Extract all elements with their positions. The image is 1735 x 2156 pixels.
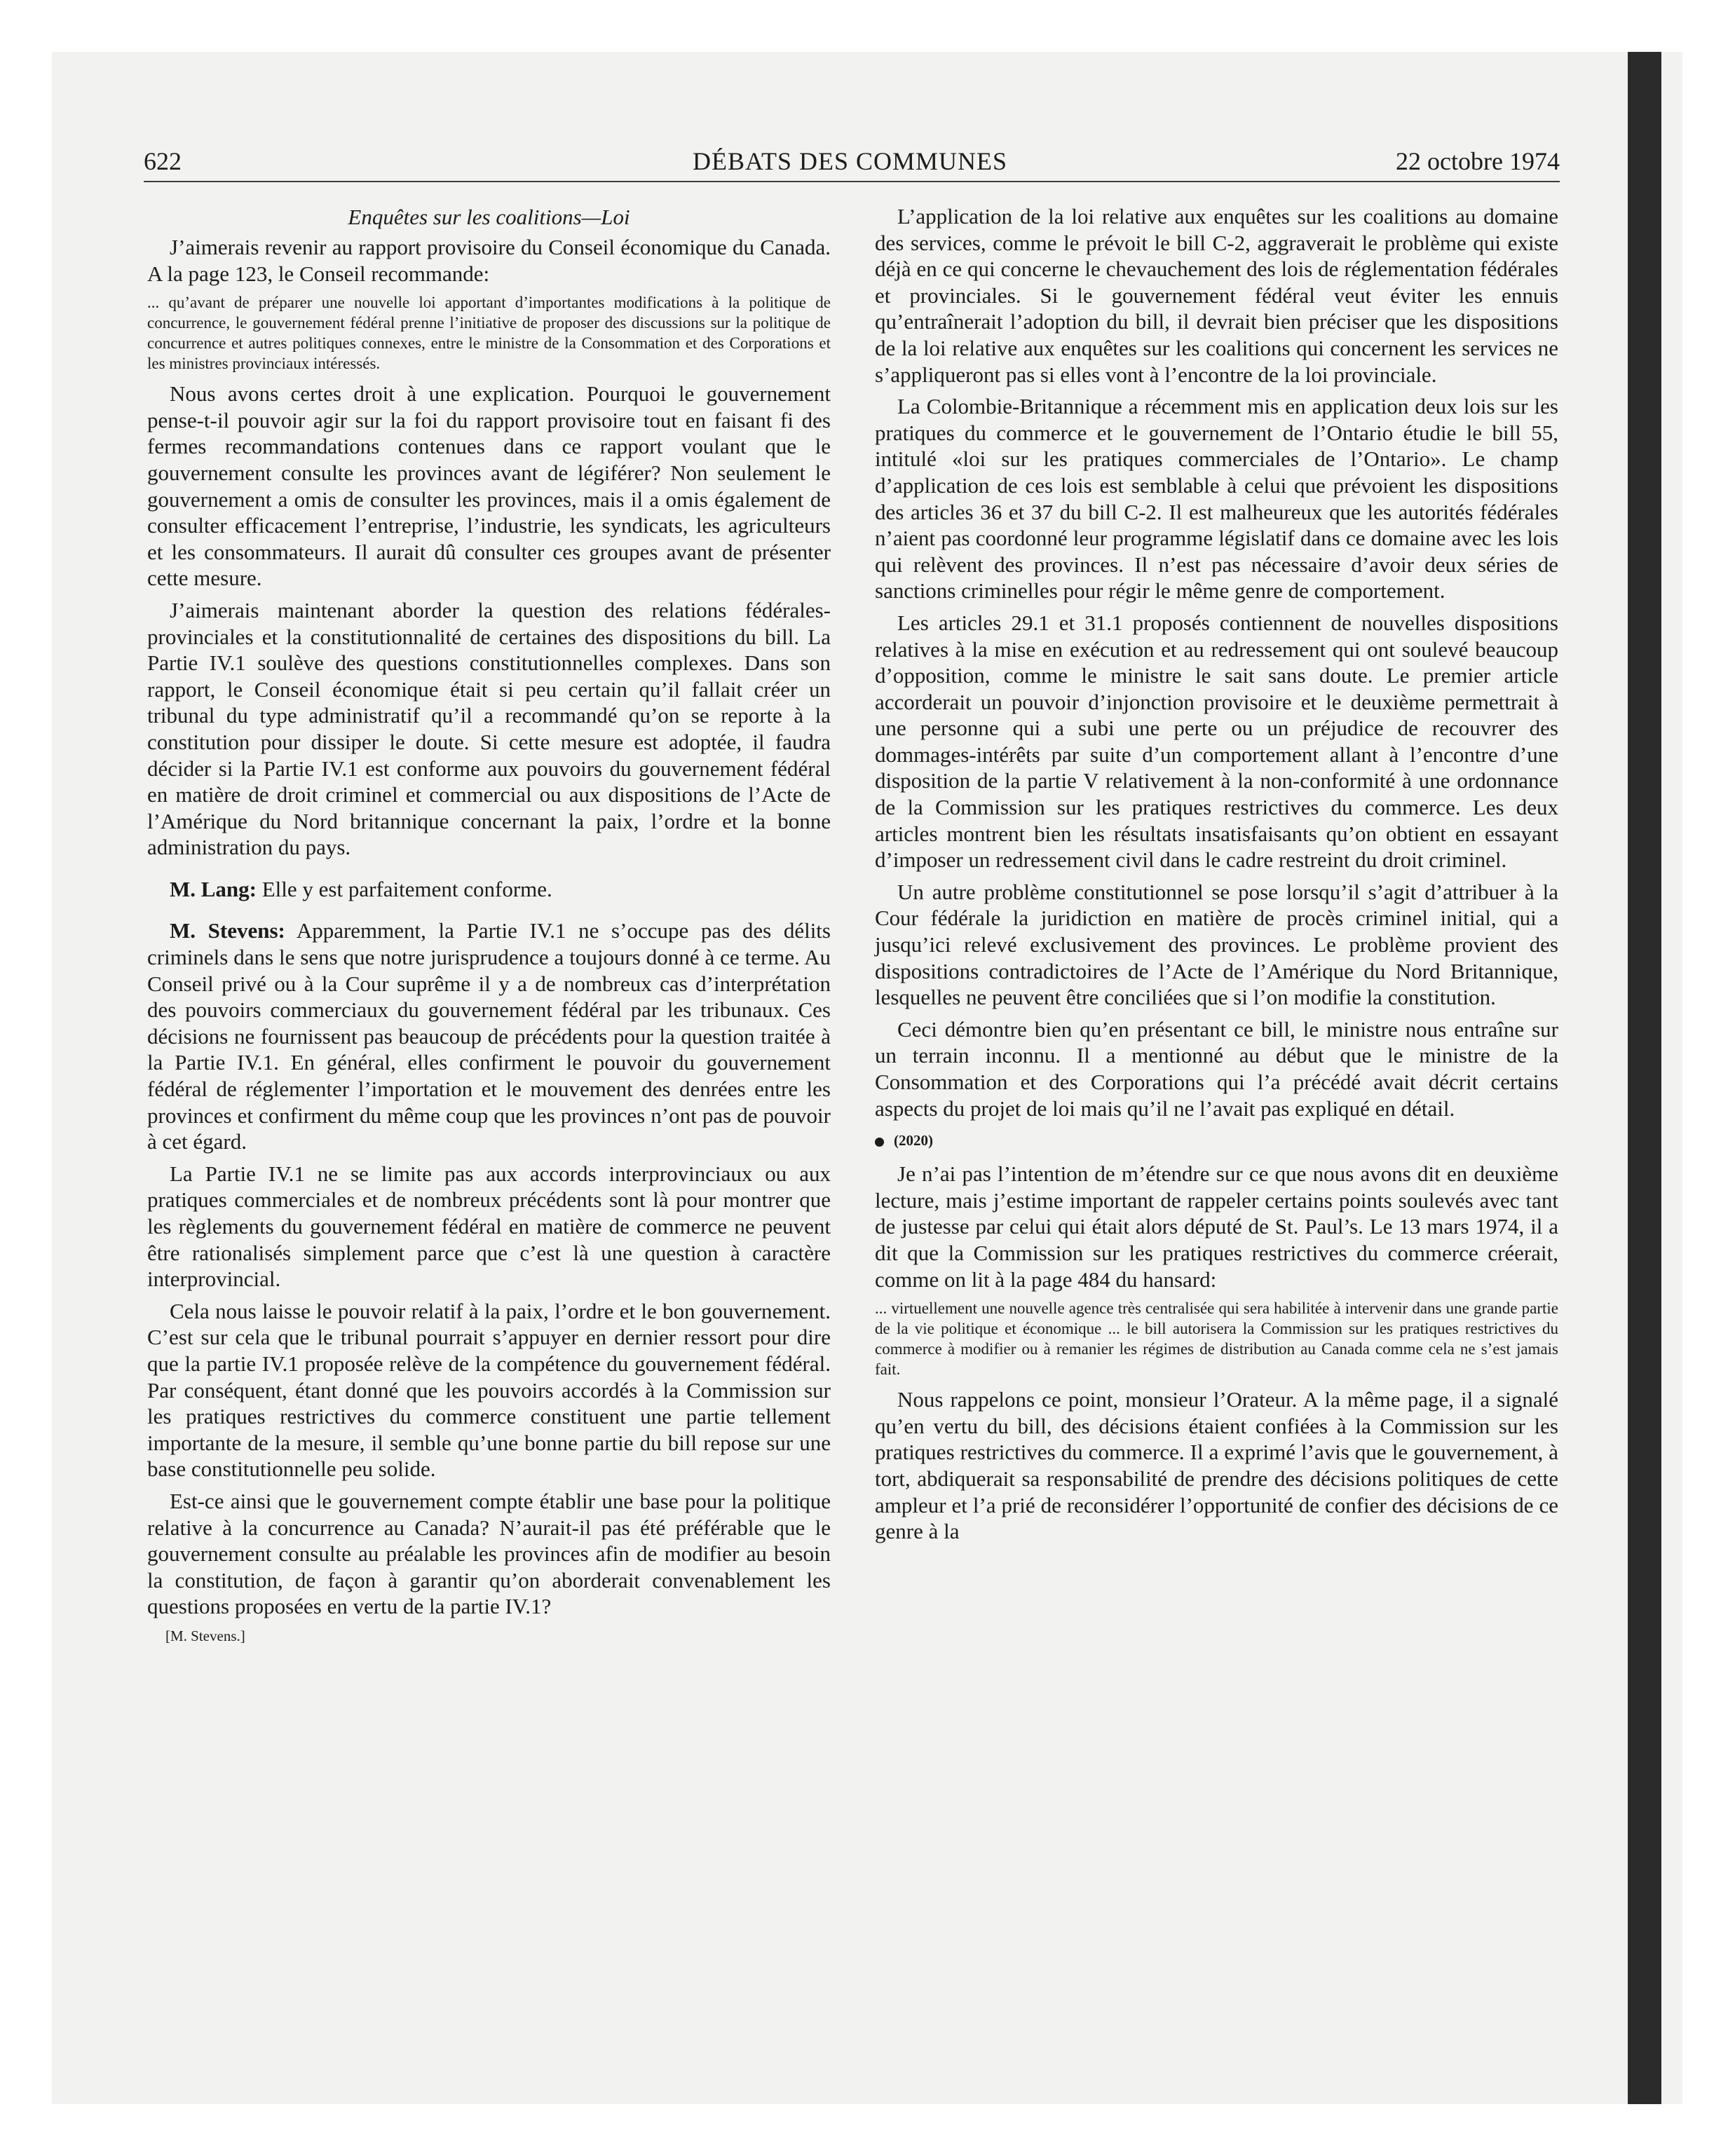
paragraph: Nous rappelons ce point, monsieur l’Orateur. A la même page, il a signalé qu’en vertu du bill, des décisions étaient confiées à la Commission sur les pratiques restrictives du commerce. Il a exprimé l’avis que le gouvernement, à tort, abdiquerait sa responsabilité de prendre des décisions politiques de cette ampleur et l’a prié de reconsidérer l’opportunité de confier des décisions de ce genre à la [875, 1387, 1558, 1544]
speaker-name: M. Lang: [170, 876, 257, 901]
left-column [147, 203, 831, 1646]
scan-edge-shadow [1628, 52, 1661, 2104]
speaker-name: M. Stevens: [170, 918, 285, 943]
subject-heading: Enquêtes sur les coalitions—Loi [348, 205, 630, 229]
speaker-attribution: [M. Stevens.] [165, 1627, 245, 1644]
timestamp-marker [875, 1130, 1558, 1151]
right-column [875, 203, 1558, 1550]
paragraph: Je n’ai pas l’intention de m’étendre sur ce que nous avons dit en deuxième lecture, mais j’estime important de rappeler certains points soulevés avec tant de justesse par celui qui était alors député de St. Paul’s. Le 13 mars 1974, il a dit que la Commission sur les pratiques restrictives du commerce créerait, comme on lit à la page 484 du hansard: [875, 1161, 1558, 1292]
timestamp: (2020) [894, 1132, 933, 1149]
page-date: 22 octobre 1974 [1396, 147, 1560, 175]
speech-lang [147, 876, 831, 903]
block-quote: ... virtuellement une nouvelle agence très centralisée qui sera habilitée à intervenir dans une grande partie de la vie politique et économique ... le bill autorisera la Commission sur les pratiques restrictives du commerce à modifier ou à remanier les régimes de distribution au Canada comme cela ne s’est jamais fait. [875, 1299, 1558, 1379]
speech-stevens [147, 917, 831, 1154]
paragraph: Un autre problème constitutionnel se pose lorsqu’il s’agit d’attribuer à la Cour fédérale la juridiction en matière de procès criminel initial, qui a jusqu’ici relevé exclusivement des provinces. Le problème provient des dispositions contradictoires de l’Acte de l’Amérique du Nord Britannique, lesquelles ne peuvent être conciliées que si l’on modifie la constitution. [875, 879, 1558, 1010]
paragraph: Ceci démontre bien qu’en présentant ce bill, le ministre nous entraîne sur un terrain inconnu. Il a mentionné au début que le ministre de la Consommation et des Corporations qui l’a précédé avait décrit certains aspects du projet de loi mais qu’il ne l’avait pas expliqué en détail. [875, 1016, 1558, 1121]
paragraph: Est-ce ainsi que le gouvernement compte établir une base pour la politique relative à la concurrence au Canada? N’aurait-il pas été préférable que le gouvernement consulte au préalable les provinces afin de modifier au besoin la constitution, de façon à garantir qu’on aborderait convenablement les questions proposées en vertu de la partie IV.1? [147, 1488, 831, 1619]
block-quote: ... qu’avant de préparer une nouvelle loi apportant d’importantes modifications à la politique de concurrence, le gouvernement fédéral prenne l’initiative de proposer des discussions sur la politique de concurrence et autres politiques connexes, entre le ministre de la Consommation et des Corporations et les ministres provinciaux intéressés. [147, 294, 831, 373]
paragraph: La Colombie-Britannique a récemment mis en application deux lois sur les pratiques du commerce et le gouvernement de l’Ontario étudie le bill 55, intitulé «loi sur les pratiques commerciales de l’Ontario». Le champ d’application de ces lois est semblable à celui que prévoient les dispositions des articles 36 et 37 du bill C-2. Il est malheureux que les autorités fédérales n’aient pas coordonné leur programme législatif dans ce domaine avec les lois qui relèvent des provinces. Il n’est pas nécessaire d’avoir deux séries de sanctions criminelles pour régir le même genre de comportement. [875, 394, 1558, 603]
page-number: 622 [144, 147, 182, 175]
speech-text: Apparemment, la Partie IV.1 ne s’occupe pas des délits criminels dans le sens que notre jurisprudence a toujours donné à ce terme. Au Conseil privé ou à la Cour suprême il y a de nombreux cas d’interprétation des pouvoirs commerciaux du gouvernement fédéral par les tribunaux. Ces décisions ne fournissent pas beaucoup de précédents pour la question traitée à la Partie IV.1. En général, elles confirment le pouvoir du gouvernement fédéral de réglementer l’importation et le mouvement des denrées entre les provinces et confirment du même coup que les provinces n’ont pas de pouvoir à cet égard. [147, 918, 831, 1154]
paragraph: Les articles 29.1 et 31.1 proposés contiennent de nouvelles dispositions relatives à la mise en exécution et au redressement qui ont soulevé beaucoup d’opposition, comme le ministre le sait sans doute. Le premier article accorderait un pouvoir d’injonction provisoire et le deuxième permettrait à une personne qui a subi une perte ou un préjudice de recouvrer des dommages-intérêts par suite d’un comportement allant à l’encontre d’une disposition de la partie V relativement à la non-conformité à une ordonnance de la Commission sur les pratiques restrictives du commerce. Les deux articles montrent bien les résultats insatisfaisants qu’on obtient en essayant d’imposer un redressement civil dans le cadre restreint du droit criminel. [875, 610, 1558, 873]
paragraph: Nous avons certes droit à une explication. Pourquoi le gouvernement pense-t-il pouvoir agir sur la foi du rapport provisoire tout en faisant fi des fermes recommandations contenues dans ce rapport voulant que le gouvernement consulte les provinces avant de légiférer? Non seulement le gouvernement a omis de consulter les provinces, mais il a omis également de consulter efficacement l’entreprise, l’industrie, les syndicats, les agriculteurs et les consommateurs. Il aurait dû consulter ces groupes avant de présenter cette mesure. [147, 381, 831, 591]
paragraph: La Partie IV.1 ne se limite pas aux accords interprovinciaux ou aux pratiques commerciales et de nombreux précédents sont là pour montrer que les règlements du gouvernement fédéral en matière de commerce ne peuvent être rationalisés simplement parce que c’est là une question à caractère interprovincial. [147, 1161, 831, 1292]
header-rule [144, 181, 1560, 182]
paragraph: L’application de la loi relative aux enquêtes sur les coalitions au domaine des services, comme le prévoit le bill C-2, aggraverait le problème qui existe déjà en ce qui concerne le chevauchement des lois de réglementation fédérales et provinciales. Si le gouvernement fédéral veut éviter les ennuis qu’entraînerait l’adoption du bill, il devrait bien préciser que les dispositions de la loi relative aux enquêtes sur les coalitions qui concernent les services ne s’appliqueront pas si elles vont à l’encontre de la loi provinciale. [875, 204, 1558, 387]
paragraph: J’aimerais revenir au rapport provisoire du Conseil économique du Canada. A la page 123, le Conseil recommande: [147, 235, 831, 286]
speech-text: Elle y est parfaitement conforme. [261, 876, 552, 901]
bullet-icon [875, 1138, 884, 1147]
publication-title: DÉBATS DES COMMUNES [692, 147, 1008, 175]
paragraph: J’aimerais maintenant aborder la question des relations fédérales-provinciales et la constitutionnalité de certaines des dispositions du bill. La Partie IV.1 soulève des questions constitutionnelles complexes. Dans son rapport, le Conseil économique était si peu certain qu’il fallait créer un tribunal du type administratif qu’il a recommandé qu’on se reporte à la constitution pour dissiper le doute. Si cette mesure est adoptée, il faudra décider si la Partie IV.1 est conforme aux pouvoirs du gouvernement fédéral en matière de droit criminel et commercial ou aux dispositions de l’Acte de l’Amérique du Nord britannique concernant la paix, l’ordre et la bonne administration du pays. [147, 597, 831, 860]
paragraph: Cela nous laisse le pouvoir relatif à la paix, l’ordre et le bon gouvernement. C’est sur cela que le tribunal pourrait s’appuyer en dernier ressort pour dire que la partie IV.1 proposée relève de la compétence du gouvernement fédéral. Par conséquent, étant donné que les pouvoirs accordés à la Commission sur les pratiques restrictives du commerce constituent une partie tellement importante de la mesure, il semble qu’une bonne partie du bill repose sur une base constitutionnelle peu solide. [147, 1298, 831, 1482]
